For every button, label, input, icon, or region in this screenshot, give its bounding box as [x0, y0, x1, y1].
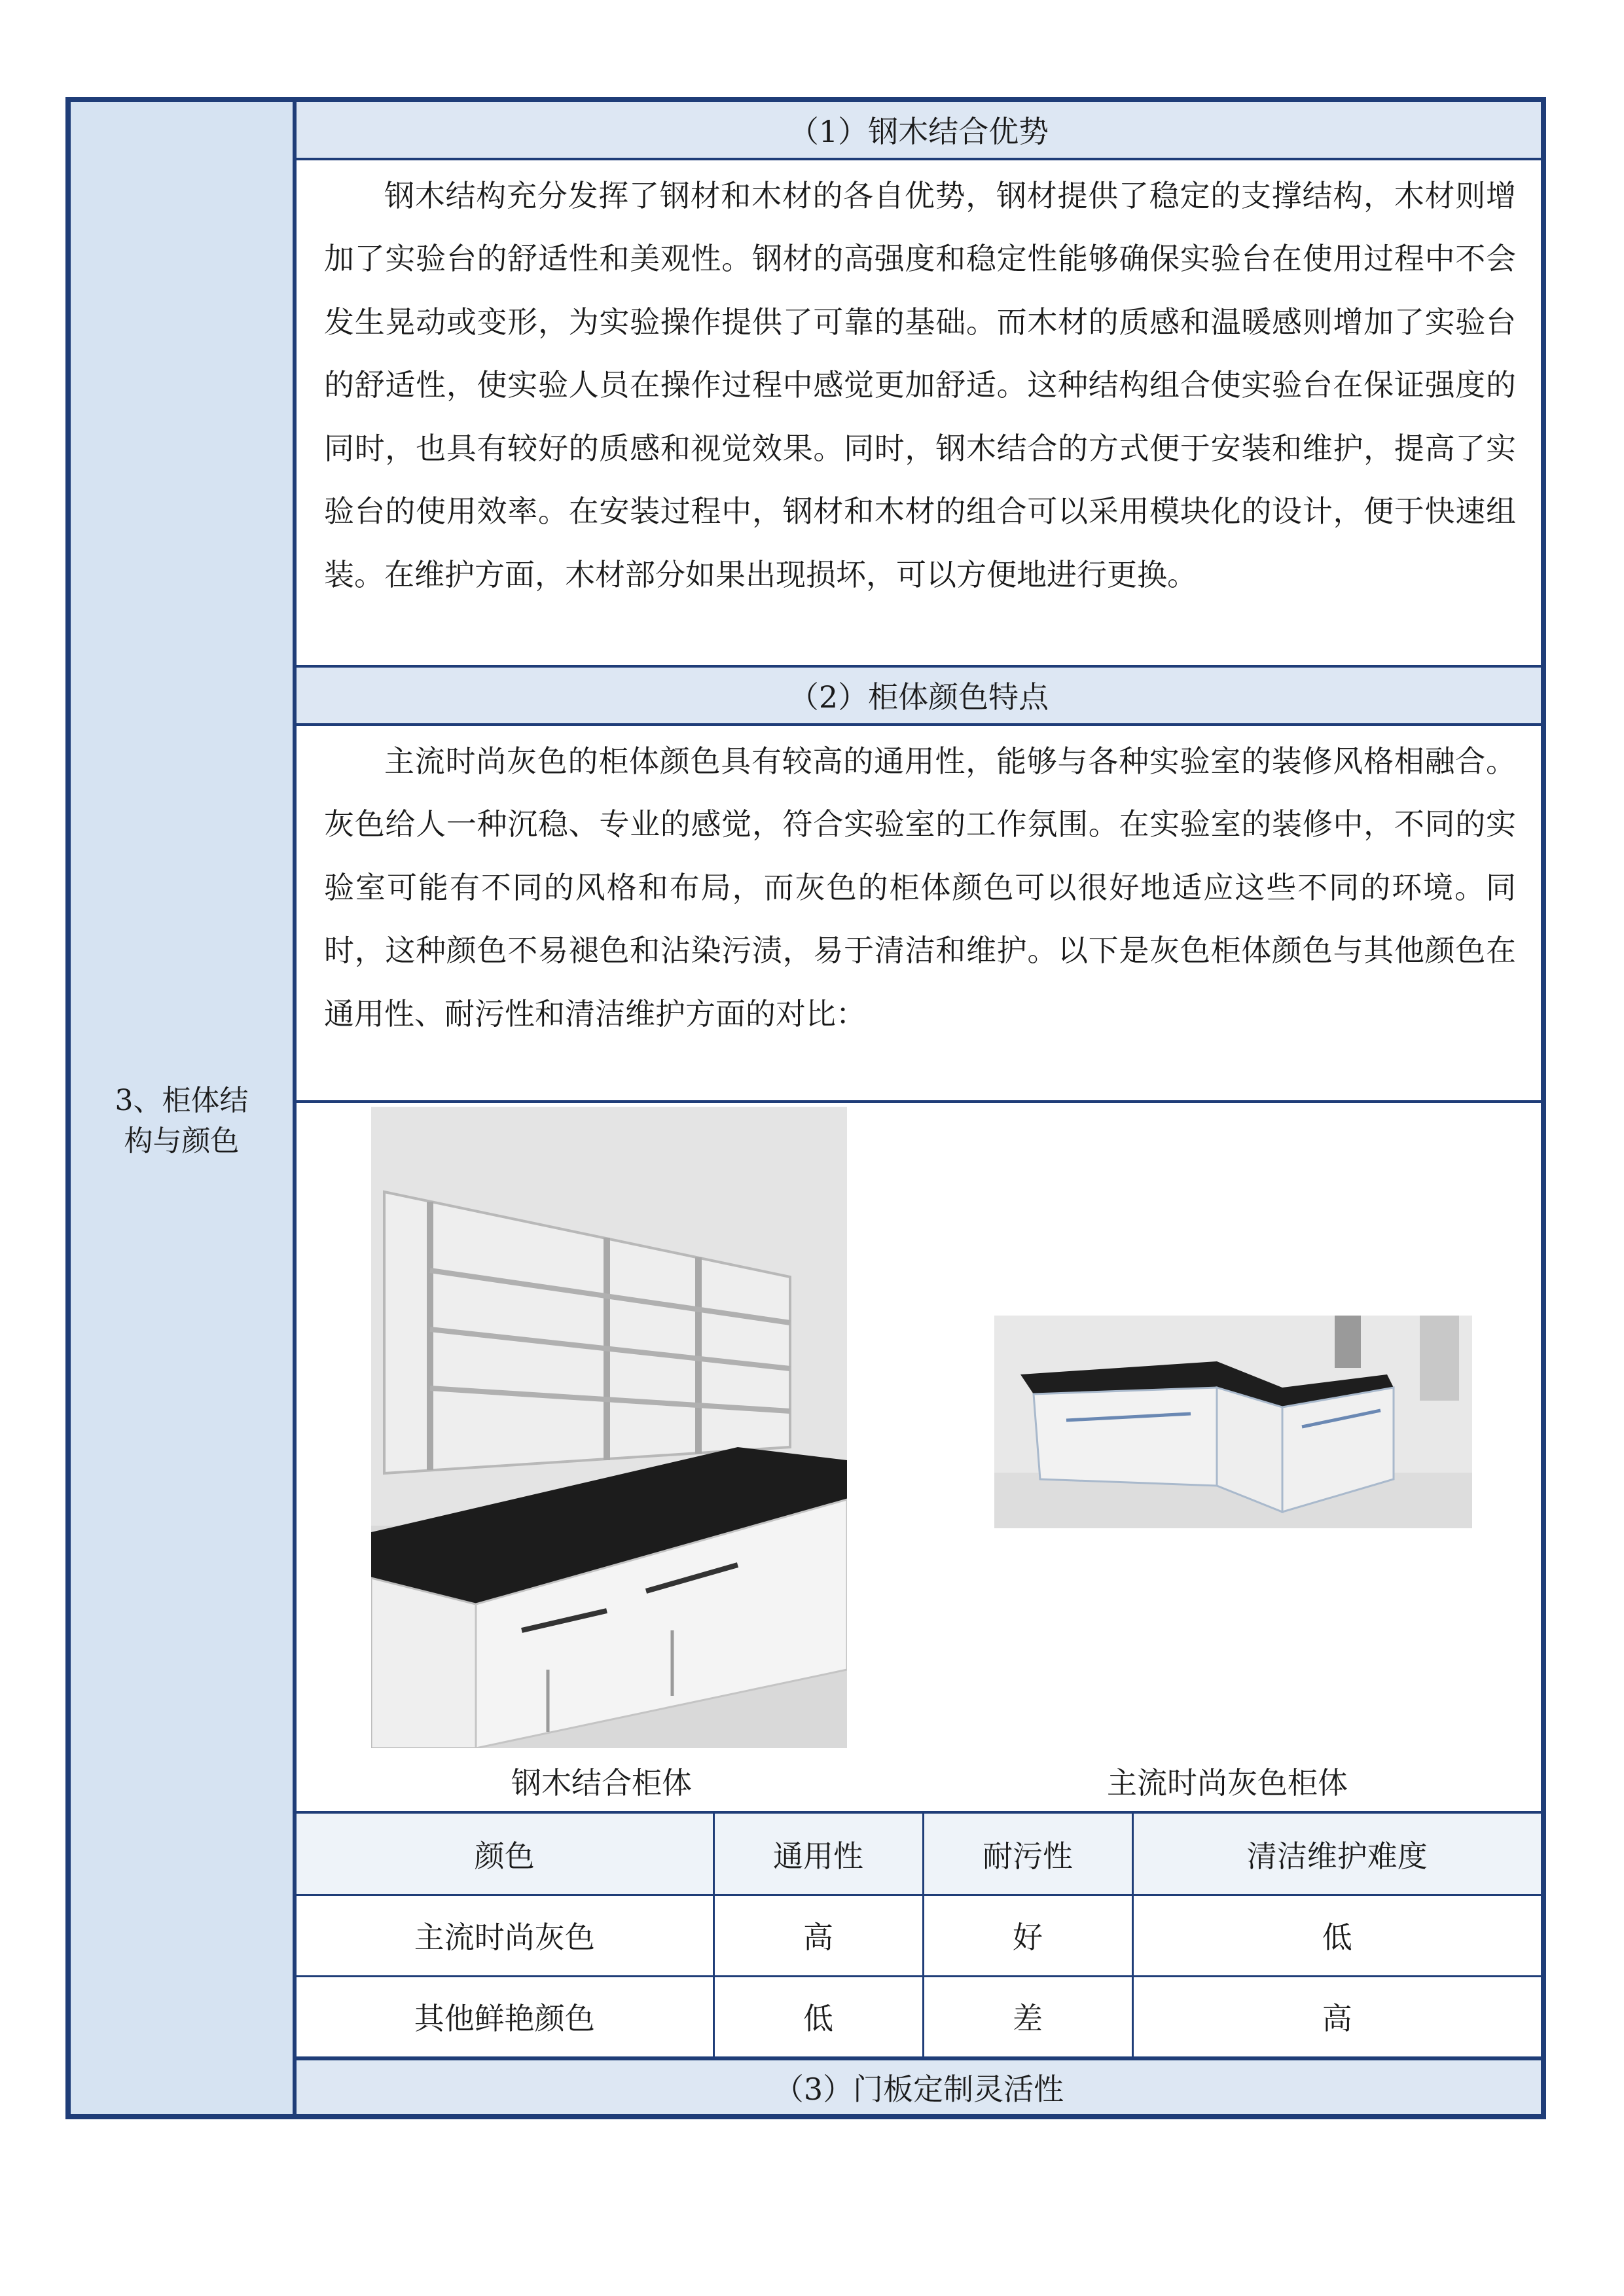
table-row: [297, 1895, 1541, 1976]
table-cell: 低: [713, 1976, 923, 2057]
right-content-column: [297, 102, 1541, 2114]
image-row: [297, 1103, 1541, 1814]
header-cell: 耐污性: [923, 1814, 1132, 1895]
steel-wood-cabinet-photo: [371, 1107, 847, 1748]
color-comparison-table: [297, 1814, 1541, 2058]
caption-gray-cabinet: 主流时尚灰色柜体: [1107, 1765, 1348, 1801]
caption-steel-wood-cabinet: 钢木结合柜体: [511, 1765, 692, 1801]
table-row: [297, 1976, 1541, 2057]
header-cell: 通用性: [713, 1814, 923, 1895]
table-cell: 高: [713, 1895, 923, 1976]
section-1-title: （1）钢木结合优势: [297, 102, 1541, 160]
content-frame: [65, 97, 1546, 2119]
section-1-body: 钢木结构充分发挥了钢材和木材的各自优势，钢材提供了稳定的支撑结构，木材则增加了实验台的舒适性和美观性。钢材的高强度和稳定性能够确保实验台在使用过程中不会发生晃动或变形，为实验操作提供了可靠的基础。而木材的质感和温暖感则增加了实验台的舒适性，使实验人员在操作过程中感觉更加舒适。这种结构组合使实验台在保证强度的同时，也具有较好的质感和视觉效果。同时，钢木结合的方式便于安装和维护，提高了实验台的使用效率。在安装过程中，钢材和木材的组合可以采用模块化的设计，便于快速组装。在维护方面，木材部分如果出现损坏，可以方便地进行更换。: [297, 160, 1541, 668]
table-cell: 其他鲜艳颜色: [297, 1976, 713, 2057]
gray-cabinet-photo: [994, 1316, 1472, 1528]
table-cell: 主流时尚灰色: [297, 1895, 713, 1976]
section-3-title: （3）门板定制灵活性: [297, 2058, 1541, 2114]
table-cell: 好: [923, 1895, 1132, 1976]
header-cell: 清洁维护难度: [1132, 1814, 1541, 1895]
table-cell: 高: [1132, 1976, 1541, 2057]
section-2-title: （2）柜体颜色特点: [297, 668, 1541, 726]
table-cell: 低: [1132, 1895, 1541, 1976]
table-cell: 差: [923, 1976, 1132, 2057]
category-label: 3、柜体结构与颜色: [115, 1084, 249, 1158]
left-category-column: [71, 102, 297, 2114]
header-cell: 颜色: [297, 1814, 713, 1895]
table-header-row: [297, 1814, 1541, 1895]
section-2-body: 主流时尚灰色的柜体颜色具有较高的通用性，能够与各种实验室的装修风格相融合。灰色给人一种沉稳、专业的感觉，符合实验室的工作氛围。在实验室的装修中，不同的实验室可能有不同的风格和布局，而灰色的柜体颜色可以很好地适应这些不同的环境。同时，这种颜色不易褪色和沾染污渍，易于清洁和维护。以下是灰色柜体颜色与其他颜色在通用性、耐污性和清洁维护方面的对比：: [297, 726, 1541, 1103]
